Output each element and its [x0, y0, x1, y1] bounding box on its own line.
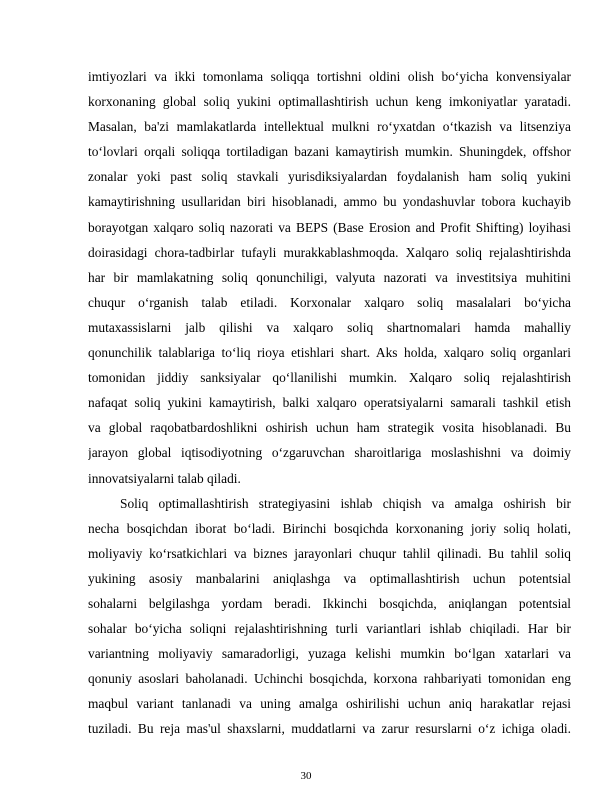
- text-line: to‘lovlari orqali soliqqa tortiladigan bazani kamaytirish mumkin. Shuningdek, offshor: [88, 144, 571, 160]
- text-line: va global raqobatbardoshlikni oshirish uchun ham strategik vosita hisoblanadi. Bu: [88, 420, 571, 436]
- text-line: innovatsiyalarni talab qiladi.: [88, 470, 241, 486]
- text-line: jarayon global iqtisodiyotning o‘zgaruvchan sharoitlariga moslashishni va doimiy: [88, 445, 571, 461]
- text-line: tuziladi. Bu reja mas'ul shaxslarni, muddatlarni va zarur resurslarni o‘z ichiga oladi.: [88, 721, 571, 737]
- text-line: zonalar yoki past soliq stavkali yurisdiksiyalardan foydalanish ham soliq yukini: [88, 169, 571, 185]
- text-line: har bir mamlakatning soliq qonunchiligi, valyuta nazorati va investitsiya muhitini: [88, 269, 571, 285]
- text-line: borayotgan xalqaro soliq nazorati va BEPS (Base Erosion and Profit Shifting) loyihasi: [88, 219, 571, 235]
- text-line: yukining asosiy manbalarini aniqlashga va optimallashtirish uchun potentsial: [88, 570, 571, 586]
- text-line: kamaytirishning usullaridan biri hisoblanadi, ammo bu yondashuvlar tobora kuchayib: [88, 194, 571, 210]
- text-line: nafaqat soliq yukini kamaytirish, balki xalqaro operatsiyalarni samarali tashkil etish: [88, 395, 571, 411]
- text-line: variantning moliyaviy samaradorligi, yuzaga kelishi mumkin bo‘lgan xatarlari va: [88, 646, 571, 662]
- text-line: sohalar bo‘yicha soliqni rejalashtirishning turli variantlari ishlab chiqiladi. Har bir: [88, 621, 571, 637]
- text-line: qonuniy asoslari baholanadi. Uchinchi bosqichda, korxona rahbariyati tomonidan eng: [88, 671, 571, 687]
- page-number: 30: [300, 770, 312, 782]
- paragraph: [88, 64, 571, 491]
- paragraph: [88, 491, 571, 742]
- text-line: mutaxassislarni jalb qilishi va xalqaro soliq shartnomalari hamda mahalliy: [88, 319, 571, 335]
- text-line: necha bosqichdan iborat bo‘ladi. Birinchi bosqichda korxonaning joriy soliq holati,: [88, 520, 571, 536]
- text-line: doirasidagi chora-tadbirlar tufayli murakkablashmoqda. Xalqaro soliq rejalashtirishda: [88, 244, 571, 260]
- text-line: qonunchilik talablariga to‘liq rioya etishlari shart. Aks holda, xalqaro soliq organlari: [88, 345, 571, 361]
- text-line: sohalarni belgilashga yordam beradi. Ikkinchi bosqichda, aniqlangan potentsial: [88, 595, 571, 611]
- text-line: moliyaviy ko‘rsatkichlari va biznes jarayonlari chuqur tahlil qilinadi. Bu tahlil soliq: [88, 545, 571, 561]
- text-line: Soliq optimallashtirish strategiyasini ishlab chiqish va amalga oshirish bir: [120, 495, 571, 511]
- text-line: Masalan, ba'zi mamlakatlarda intellektual mulkni ro‘yxatdan o‘tkazish va litsenziya: [88, 119, 571, 135]
- text-line: korxonaning global soliq yukini optimallashtirish uchun keng imkoniyatlar yaratadi.: [88, 94, 571, 110]
- text-line: maqbul variant tanlanadi va uning amalga oshirilishi uchun aniq harakatlar rejasi: [88, 696, 571, 712]
- text-line: chuqur o‘rganish talab etiladi. Korxonalar xalqaro soliq masalalari bo‘yicha: [88, 294, 571, 310]
- body-text: [88, 64, 571, 742]
- text-line: imtiyozlari va ikki tomonlama soliqqa tortishni oldini olish bo‘yicha konvensiyalar: [88, 69, 571, 84]
- text-line: tomonidan jiddiy sanksiyalar qo‘llanilishi mumkin. Xalqaro soliq rejalashtirish: [88, 370, 571, 386]
